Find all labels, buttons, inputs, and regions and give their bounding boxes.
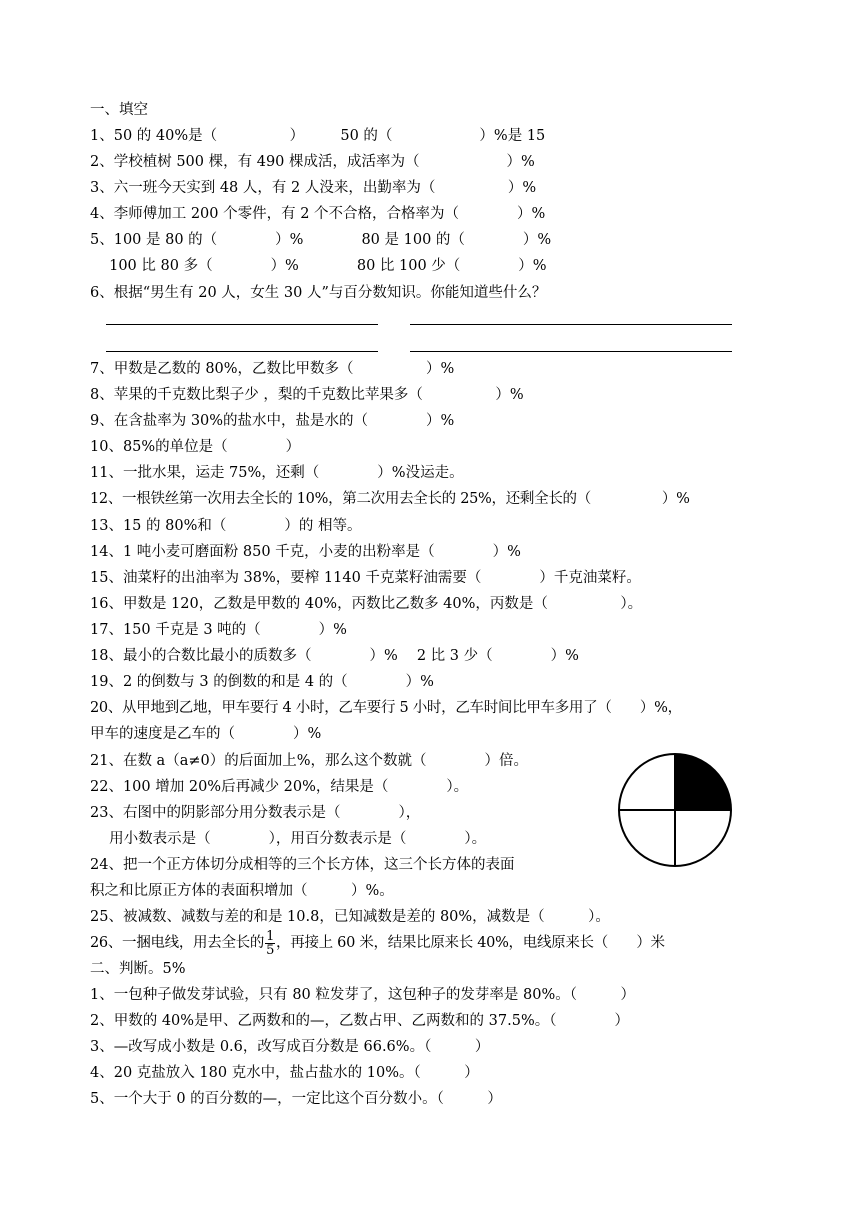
question-26 bbox=[90, 926, 665, 960]
question-6: 6、根据“男生有 20 人，女生 30 人”与百分数知识。你能知道些什么？ bbox=[90, 285, 547, 301]
question-25: 25、被减数、减数与差的和是 10.8，已知减数是差的 80%，减数是（ ）。 bbox=[90, 909, 610, 925]
question-5b: 100 比 80 多（ ）% 80 比 100 少（ ）% bbox=[90, 258, 547, 274]
question-7: 7、甲数是乙数的 80%，乙数比甲数多（ ）% bbox=[90, 361, 455, 377]
question-20b: 甲车的速度是乙车的（ ）% bbox=[90, 726, 322, 742]
question-22: 22、100 增加 20%后再减少 20%，结果是（ ）。 bbox=[90, 779, 469, 795]
question-14: 14、1 吨小麦可磨面粉 850 千克，小麦的出粉率是（ ）% bbox=[90, 544, 521, 560]
question-15: 15、油菜籽的出油率为 38%，要榨 1140 千克菜籽油需要（ ）千克油菜籽。 bbox=[90, 570, 641, 586]
circle-figure bbox=[616, 751, 734, 869]
section-2-heading: 二、判断。5% bbox=[90, 961, 186, 977]
question-19: 19、2 的倒数与 3 的倒数的和是 4 的（ ）% bbox=[90, 674, 434, 690]
question-26-before: 26、一捆电线，用去全长的 bbox=[90, 935, 265, 951]
question-23b: 用小数表示是（ ），用百分数表示是（ ）。 bbox=[90, 831, 487, 847]
fraction-numerator: 1 bbox=[266, 928, 275, 944]
question-2: 2、学校植树 500 棵，有 490 棵成活，成活率为（ ）% bbox=[90, 154, 535, 170]
question-9: 9、在含盐率为 30%的盐水中，盐是水的（ ）% bbox=[90, 413, 455, 429]
judge-2: 2、甲数的 40%是甲、乙两数和的—，乙数占甲、乙两数和的 37.5%。（ ） bbox=[90, 1013, 629, 1029]
fraction bbox=[265, 930, 275, 957]
question-10: 10、85%的单位是（ ） bbox=[90, 439, 301, 455]
question-18: 18、最小的合数比最小的质数多（ ）% 2 比 3 少（ ）% bbox=[90, 648, 579, 664]
judge-3: 3、—改写成小数是 0.6，改写成百分数是 66.6%。（ ） bbox=[90, 1039, 490, 1055]
question-3: 3、六一班今天实到 48 人，有 2 人没来，出勤率为（ ）% bbox=[90, 180, 537, 196]
question-16: 16、甲数是 120，乙数是甲数的 40%，丙数比乙数多 40%，丙数是（ ）。 bbox=[90, 596, 643, 612]
question-4: 4、李师傅加工 200 个零件，有 2 个不合格，合格率为（ ）% bbox=[90, 206, 546, 222]
question-20a: 20、从甲地到乙地，甲车要行 4 小时，乙车要行 5 小时，乙车时间比甲车多用了（ ）%， bbox=[90, 700, 682, 716]
answer-line bbox=[410, 351, 732, 352]
answer-line bbox=[106, 324, 378, 325]
judge-1: 1、一包种子做发芽试验，只有 80 粒发芽了，这包种子的发芽率是 80%。（ ） bbox=[90, 987, 635, 1003]
question-8: 8、苹果的千克数比梨子少 ，梨的千克数比苹果多（ ）% bbox=[90, 387, 524, 403]
question-26-after: ，再接上 60 米，结果比原来长 40%，电线原来长（ ）米 bbox=[276, 935, 665, 951]
question-24a: 24、把一个正方体切分成相等的三个长方体，这三个长方体的表面 bbox=[90, 857, 515, 873]
question-21: 21、在数 a（a≠0）的后面加上%，那么这个数就（ ）倍。 bbox=[90, 753, 528, 769]
section-1-heading: 一、填空 bbox=[90, 102, 148, 118]
judge-5: 5、一个大于 0 的百分数的—，一定比这个百分数小。（ ） bbox=[90, 1091, 502, 1107]
question-24b: 积之和比原正方体的表面积增加（ ）%。 bbox=[90, 883, 394, 899]
question-5a: 5、100 是 80 的（ ）% 80 是 100 的（ ）% bbox=[90, 232, 552, 248]
question-23a: 23、右图中的阴影部分用分数表示是（ ）， bbox=[90, 805, 421, 821]
question-1: 1、50 的 40%是（ ） 50 的（ ）%是 15 bbox=[90, 128, 546, 144]
answer-line bbox=[410, 324, 732, 325]
question-12: 12、一根铁丝第一次用去全长的 10%，第二次用去全长的 25%，还剩全长的（ ）% bbox=[90, 491, 690, 507]
question-11: 11、一批水果，运走 75%，还剩（ ）%没运走。 bbox=[90, 465, 464, 481]
judge-4: 4、20 克盐放入 180 克水中，盐占盐水的 10%。（ ） bbox=[90, 1065, 479, 1081]
question-17: 17、150 千克是 3 吨的（ ）% bbox=[90, 622, 347, 638]
fraction-denominator: 5 bbox=[266, 942, 275, 958]
question-13: 13、15 的 80%和（ ）的 相等。 bbox=[90, 518, 362, 534]
answer-line bbox=[106, 351, 378, 352]
